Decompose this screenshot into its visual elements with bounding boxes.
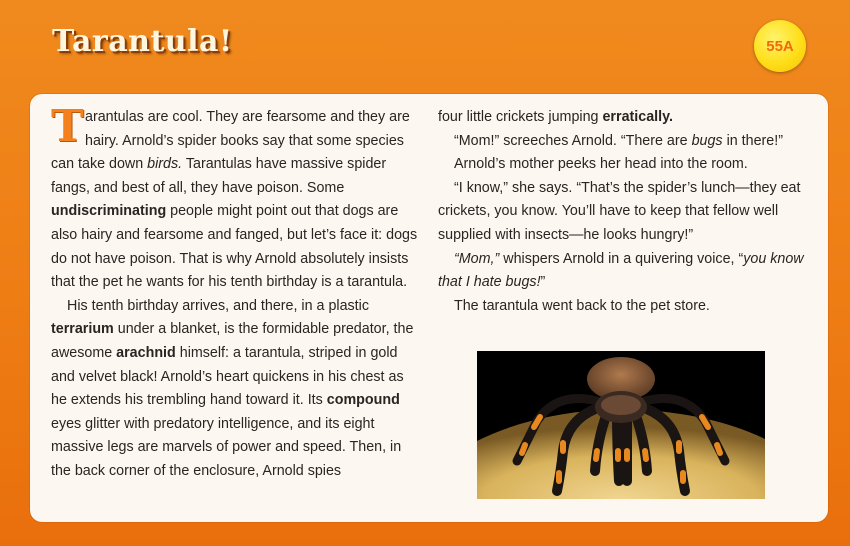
paragraph-4 <box>438 130 810 154</box>
text-span: His tenth birthday arrives, and there, in a plastic <box>67 297 369 314</box>
paragraph-6: “I know,” she says. “That’s the spider’s lunch—they eat crickets, you know. You’ll have to keep that fellow well supplied with insects—he looks hungry!” <box>438 179 801 243</box>
dropcap-letter: T <box>51 101 84 152</box>
text-span: whispers Arnold in a quivering voice, “ <box>499 250 744 267</box>
left-column <box>51 101 421 484</box>
text-span: four little crickets jumping <box>438 109 603 125</box>
page-title: Tarantula! <box>52 24 233 59</box>
story-card <box>30 94 828 522</box>
paragraph-7 <box>438 248 810 295</box>
italic-word: bugs <box>691 132 723 149</box>
italic-quote: you know that I hate bugs! <box>438 250 804 291</box>
paragraph-5: Arnold’s mother peeks her head into the room. <box>454 156 748 173</box>
text-span: Tarantulas have massive spider fangs, and best of all, they have poison. Some <box>51 156 387 196</box>
text-span: “Mom!” screeches Arnold. “There are <box>454 132 692 149</box>
paragraph-1 <box>51 101 421 295</box>
text-span: arantulas are cool. They are fearsome and they are hairy. Arnold’s spider books say that some species can take down <box>51 109 410 173</box>
right-column <box>438 106 810 318</box>
tarantula-photo <box>477 351 765 499</box>
paragraph-2 <box>51 295 421 484</box>
page-number-badge <box>754 20 806 72</box>
paragraph-3 <box>438 106 810 130</box>
italic-word: “Mom,” <box>454 250 500 267</box>
vocab-word-arachnid: arachnid <box>116 344 176 361</box>
paragraph-8: The tarantula went back to the pet store. <box>454 297 710 314</box>
vocab-word-erratically: erratically. <box>602 109 673 125</box>
text-span: himself: a tarantula, striped in gold and velvet black! Arnold’s heart quickens in his chest as he extends his trembling hand toward it. Its <box>51 344 404 409</box>
vocab-word-compound: compound <box>326 392 400 409</box>
text-span: under a blanket, is the formidable predator, the awesome <box>51 321 414 361</box>
text-span: in there!” <box>722 132 783 149</box>
text-span: eyes glitter with predatory intelligence, and its eight massive legs are marvels of power and speed. Then, in the back corner of the enclosure, Arnold spies <box>51 415 402 479</box>
italic-word: birds. <box>147 156 183 173</box>
vocab-word-terrarium: terrarium <box>51 321 114 338</box>
tarantula-illustration <box>477 351 765 499</box>
text-span: ” <box>540 274 546 291</box>
text-span: people might point out that dogs are also hairy and fearsome and fanged, but let’s face it: dogs do not have poison. That is why Arnold absolutely insists that the pet he wants for his tenth birthday is a tarantula. <box>51 203 418 291</box>
vocab-word-undiscriminating: undiscriminating <box>51 203 167 220</box>
page-number: 55A <box>766 37 794 55</box>
